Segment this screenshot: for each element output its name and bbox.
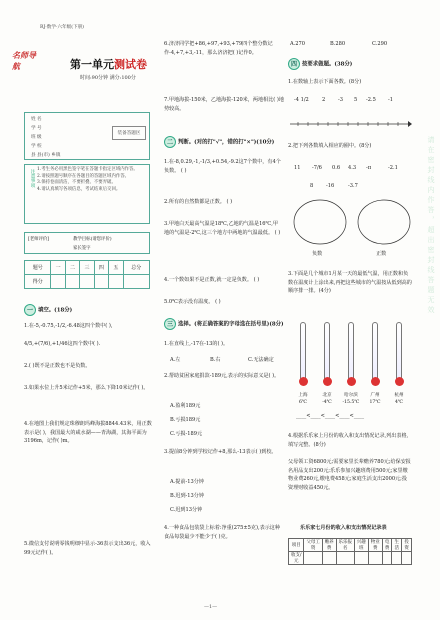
s4-q1: 1.在数轴上表示下面各数。(8分) — [288, 79, 362, 85]
circle-label-positive: 正数 — [376, 251, 387, 257]
score-head: 总分 — [123, 261, 149, 275]
s4-q2-num: 11 — [294, 165, 301, 171]
s4-q2-num: -7/6 — [312, 165, 322, 171]
circle-label-negative: 负数 — [312, 251, 323, 257]
city-label: 上海 — [298, 393, 308, 398]
field-region[interactable]: 县 县(市) 乡镇 — [31, 153, 61, 158]
section4-title: 按要求做题。(38分) — [302, 61, 353, 68]
s2-q2: 2.所有的自然数都是正数。 ( ) — [164, 199, 233, 205]
s3-q3-opt-c[interactable]: C.迟到13分钟 — [170, 507, 203, 513]
score-head: 三 — [80, 261, 94, 275]
grade-tag: RJ·数学·六年级(下册) — [40, 25, 84, 30]
s3-q1-opt-c[interactable]: C.无法确定 — [248, 357, 274, 363]
table-head: 父母工资 — [304, 539, 322, 552]
section2-title: 判断。(对的打"√"，错的打"×")(10分) — [178, 139, 275, 146]
notice-tag: 注意事项 — [30, 169, 35, 188]
section1-title: 填空。(18分) — [38, 307, 73, 314]
s3-q3-opt-b[interactable]: B.迟到-13分钟 — [170, 493, 204, 499]
section2-heading — [164, 136, 274, 148]
s3-q2: 2.帮助贫困家庭捐款-189元,表示的实际意义是( )。 — [164, 373, 280, 379]
s4-q2-num: -2.1 — [388, 165, 398, 171]
evaluation-box — [24, 232, 150, 254]
s3-q4-opt-a[interactable]: A.270 — [290, 41, 306, 47]
side-watermark: 请在密封线内作答，超出密封线答题无效 — [427, 136, 435, 316]
score-cell[interactable] — [94, 275, 108, 289]
city-temp: 4℃ — [394, 400, 404, 405]
section4-heading — [288, 58, 352, 70]
thermometer-guangzhou[interactable] — [372, 322, 378, 382]
section3-title: 选择。(将正确答案的字母选在括号里)(8分) — [178, 321, 284, 328]
table-head: 项目 — [289, 539, 304, 552]
s4-q2-num: 0.6 — [332, 165, 341, 171]
section4-badge: 四 — [288, 58, 300, 70]
table-cell[interactable] — [354, 552, 368, 565]
field-name[interactable]: 姓 名 — [31, 117, 42, 122]
table-head: 乐乐报名 — [336, 539, 354, 552]
s2-q3: 3.甲地白天最高气温是18℃,乙地的气温是16℃,甲地的气温是-2℃,这三个地方中两地的气温最低。 ( ) — [164, 221, 281, 236]
order-blank[interactable]: ____<____<____<____<____ — [296, 413, 365, 419]
eval-self: [老师评价] — [28, 237, 49, 242]
classify-circles[interactable] — [290, 196, 414, 250]
s4-q2-num: 8 — [310, 183, 314, 189]
s3-q1-opt-a[interactable]: A.左 — [170, 357, 181, 363]
s4-q1-num: -1 — [388, 97, 393, 103]
s4-q4: 4.根据乐乐家上月份的收入和支出情况记录,列出表格,填写完整。(8分) — [288, 433, 409, 448]
score-cell[interactable] — [65, 275, 79, 289]
score-cell[interactable] — [123, 275, 149, 289]
score-head: 题号 — [25, 261, 51, 275]
table-cell[interactable] — [304, 552, 322, 565]
page-number: —1— — [204, 604, 218, 610]
s3-q2-opt-b[interactable]: B.亏损189元 — [170, 417, 201, 423]
table-cell[interactable] — [336, 552, 354, 565]
s4-q1-num: 2 — [322, 97, 326, 103]
city-label: 哈尔滨 — [344, 393, 358, 398]
s1-q4: 4.在地图上我们规定珠穆朗玛峰海拔8844.43米，用正数表示是( )，我国最大的咸水湖——青海湖，其海平面为3196m，记作( )m。 — [24, 421, 152, 445]
table-cell[interactable] — [402, 552, 412, 565]
s4-q1-num: -2.5 — [366, 97, 376, 103]
field-school[interactable]: 学 校 — [31, 144, 42, 149]
score-head: 二 — [65, 261, 79, 275]
city-temp: 6℃ — [298, 400, 308, 405]
table-head: 生活 — [392, 539, 402, 552]
section1-badge: 一 — [24, 304, 36, 316]
s1-q1: 1.在-5,-0.75,-1/2,-6.48这四个数中( ), — [24, 323, 113, 329]
score-cell[interactable] — [80, 275, 94, 289]
thermometer-hangzhou[interactable] — [396, 322, 402, 382]
s4-q2-num: -16 — [326, 183, 335, 189]
s3-q1-opt-b[interactable]: B.右 — [210, 357, 221, 363]
score-head: 五 — [109, 261, 123, 275]
brand-logo: 名师导航 — [12, 50, 36, 71]
table-title: 乐乐家七月份的收入和支出情况记录表 — [300, 525, 387, 531]
eval-parent: 家长签字 — [73, 246, 91, 251]
city-temp: -4℃ — [322, 400, 332, 405]
notice-box — [24, 164, 150, 224]
s4-q1-num: 5 — [354, 97, 358, 103]
s4-q2-num: -3.7 — [348, 183, 358, 189]
table-row-label: 收支/元 — [289, 552, 304, 565]
table-head: 电费 — [382, 539, 392, 552]
s2-q5: 5.0℃表示没有温度。 ( ) — [164, 299, 221, 305]
table-cell[interactable] — [322, 552, 336, 565]
s1-q7: 7.甲地海拔-150米，乙地海拔-120米，两地相比( )地势较高。 — [164, 97, 284, 112]
table-head: 兴趣班 — [354, 539, 368, 552]
s3-q4-opt-c[interactable]: C.290 — [372, 41, 388, 47]
city-temp: -15.5℃ — [342, 400, 360, 405]
score-cell[interactable] — [51, 275, 65, 289]
table-cell[interactable] — [392, 552, 402, 565]
notice-line: 1.考生务必用黑色签字笔在答题卡指定区域内作答。 — [37, 167, 138, 172]
city-label: 北京 — [322, 393, 332, 398]
s3-q3: 3.提前8分钟到学校记作+8,那么-13表示( )到校。 — [164, 449, 277, 455]
section3-heading — [164, 318, 284, 330]
thermometer-shanghai[interactable] — [300, 322, 306, 382]
s4-q2-num: -π — [366, 165, 372, 171]
field-class[interactable]: 班 级 — [31, 135, 42, 140]
score-head: 四 — [94, 261, 108, 275]
title-main: 第一单元 — [70, 58, 114, 71]
table-head: 赡养费 — [322, 539, 336, 552]
table-cell[interactable] — [382, 552, 392, 565]
s4-q4-text: 父母领工资6800元;需要家里长辈赡养780元;给保安报名用品支出200元;乐乐参加兴趣班费用500元;家里缴物业费260元,缴电费458元;家庭生活支出2000元;投资理财收益450元。 — [288, 459, 411, 491]
s4-q1-num: -3 — [338, 97, 343, 103]
s4-q3: 3.下面是几个城市1月某一天的最低气温，用正数和负数在温度计上涂出来,再把这些城市的气温按从低到高的顺序排一排。(4分) — [288, 271, 412, 295]
city-temp: 17℃ — [369, 400, 381, 405]
score-cell[interactable] — [109, 275, 123, 289]
section2-badge: 二 — [164, 136, 176, 148]
s4-q2-num: 4.3 — [348, 165, 357, 171]
section3-badge: 三 — [164, 318, 176, 330]
s2-q4: 4.一个数如果不是正数,就一定是负数。 ( ) — [164, 277, 260, 283]
table-head: 投资 — [402, 539, 412, 552]
s1-q5: 5.微信支付说明零钱明细中显示-36表示支出36元，收入99元记作( )。 — [24, 541, 151, 556]
income-expense-table — [288, 538, 412, 565]
notice-line: 3.保持卷面清洁，不要折叠、不要弄破。 — [37, 180, 116, 186]
thermometer-beijing[interactable] — [324, 322, 330, 382]
score-row-label: 得分 — [25, 275, 51, 289]
s3-q2-opt-c[interactable]: C.亏损-189元 — [170, 431, 203, 437]
table-cell[interactable] — [368, 552, 382, 565]
s1-q1b: 4/5,+(7/6),+1/46这四个数中( ). — [24, 341, 101, 347]
notice-line: 2.请按照题号顺序在各题目的答题区域内作答。 — [37, 173, 130, 179]
s4-q2: 2.把下列各数填入相应的圈中。(8分) — [288, 143, 372, 149]
table-head: 物业费 — [368, 539, 382, 552]
s3-q3-opt-a[interactable]: A.提前-13分钟 — [170, 479, 204, 485]
title-red: 测试卷 — [114, 58, 147, 71]
city-label: 广州 — [370, 393, 380, 398]
score-head: 一 — [51, 261, 65, 275]
s1-q6: 6.济济同学把+86,+97,+93,+79四个整分数记作-4,+7,+3,-11，那么济济把( )记作0。 — [164, 41, 273, 56]
time-score: 时间:90分钟 满分:100分 — [80, 75, 136, 81]
section1-heading — [24, 304, 72, 316]
answer-area-stamp: 装备答题区 — [112, 126, 146, 140]
page-title — [70, 56, 147, 72]
thermometer-harbin[interactable] — [348, 322, 354, 382]
s1-q3: 3.如果水位上升5米记作+5米，那么下降10米记作( )。 — [24, 385, 149, 391]
s3-q4: 4.一种食品包装袋上标着:净重(275±5克),表示这种食品每袋最少不能少于( )克。 — [164, 525, 280, 540]
field-id[interactable]: 学 号 — [31, 126, 42, 131]
notice-line: 4.请认真填写各项信息，考试结束后交回。 — [37, 186, 121, 192]
s2-q1: 1.在-8,0.29,-1,-1/3,+0.54,-9.2这7个数中，有4个负数。 ( ) — [164, 159, 281, 174]
s3-q1: 1.在直线上,-17在-13的( )。 — [164, 341, 229, 347]
number-line[interactable] — [288, 116, 412, 132]
city-label: 杭州 — [394, 393, 404, 398]
s1-q2: 2.( )既不是正数也不是负数。 — [24, 363, 91, 369]
eval-teacher: 教学目标(请您评价) — [73, 237, 112, 242]
s4-q1-num: -4 1/2 — [294, 97, 309, 103]
s3-q2-opt-a[interactable]: A.盈利189元 — [170, 403, 201, 409]
s3-q4-opt-b[interactable]: B.280 — [330, 41, 346, 47]
score-table — [24, 260, 150, 289]
